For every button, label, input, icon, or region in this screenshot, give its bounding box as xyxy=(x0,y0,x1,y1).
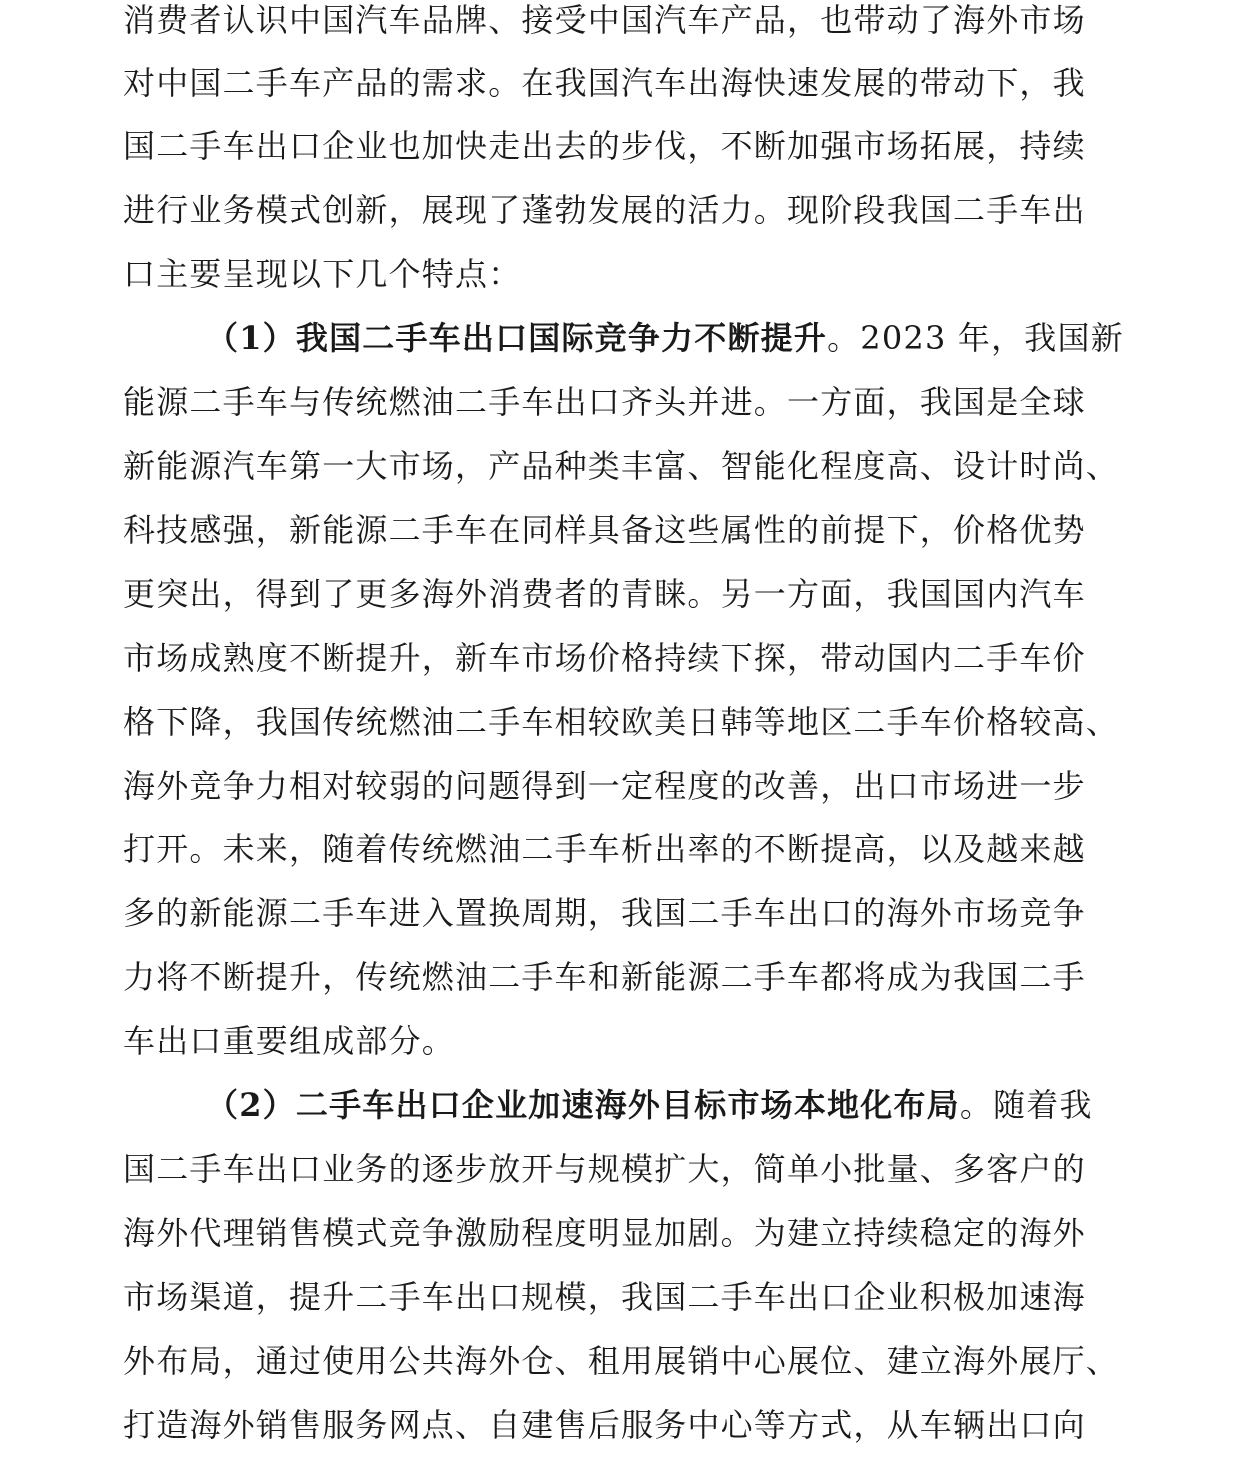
text-line-rest: 。2023 年，我国新 xyxy=(827,319,1124,357)
text-line: 海外竞争力相对较弱的问题得到一定程度的改善，出口市场进一步 xyxy=(123,767,1086,805)
text-line xyxy=(206,318,1206,358)
text-line: 车出口重要组成部分。 xyxy=(123,1022,456,1060)
text-line: 多的新能源二手车进入置换周期，我国二手车出口的海外市场竞争 xyxy=(123,894,1086,932)
text-line: 格下降，我国传统燃油二手车相较欧美日韩等地区二手车价格较高、 xyxy=(123,703,1120,741)
text-line: 对中国二手车产品的需求。在我国汽车出海快速发展的带动下，我 xyxy=(123,64,1086,102)
text-line: 口主要呈现以下几个特点： xyxy=(123,255,522,293)
text-line xyxy=(206,1085,1206,1125)
text-line: 科技感强，新能源二手车在同样具备这些属性的前提下，价格优势 xyxy=(123,511,1086,549)
paragraph-heading: （1）我国二手车出口国际竞争力不断提升 xyxy=(206,319,828,357)
text-line: 外布局，通过使用公共海外仓、租用展销中心展位、建立海外展厅、 xyxy=(123,1342,1120,1380)
text-line: 打造海外销售服务网点、自建售后服务中心等方式，从车辆出口向 xyxy=(123,1406,1086,1444)
text-line: 进行业务模式创新，展现了蓬勃发展的活力。现阶段我国二手车出 xyxy=(123,191,1086,229)
text-line: 消费者认识中国汽车品牌、接受中国汽车产品，也带动了海外市场 xyxy=(123,1,1086,39)
text-line: 更突出，得到了更多海外消费者的青睐。另一方面，我国国内汽车 xyxy=(123,575,1086,613)
text-line: 海外代理销售模式竞争激励程度明显加剧。为建立持续稳定的海外 xyxy=(123,1214,1086,1252)
text-line-rest: 。随着我 xyxy=(959,1086,1093,1124)
text-line: 国二手车出口业务的逐步放开与规模扩大，简单小批量、多客户的 xyxy=(123,1150,1086,1188)
text-line: 市场成熟度不断提升，新车市场价格持续下探，带动国内二手车价 xyxy=(123,639,1086,677)
text-line: 能源二手车与传统燃油二手车出口齐头并进。一方面，我国是全球 xyxy=(123,383,1086,421)
text-line: 力将不断提升，传统燃油二手车和新能源二手车都将成为我国二手 xyxy=(123,958,1086,996)
text-line: 新能源汽车第一大市场，产品种类丰富、智能化程度高、设计时尚、 xyxy=(123,447,1120,485)
paragraph-heading: （2）二手车出口企业加速海外目标市场本地化布局 xyxy=(206,1086,960,1124)
text-line: 国二手车出口企业也加快走出去的步伐，不断加强市场拓展，持续 xyxy=(123,127,1086,165)
text-line: 市场渠道，提升二手车出口规模，我国二手车出口企业积极加速海 xyxy=(123,1278,1086,1316)
text-line: 打开。未来，随着传统燃油二手车析出率的不断提高，以及越来越 xyxy=(123,830,1086,868)
